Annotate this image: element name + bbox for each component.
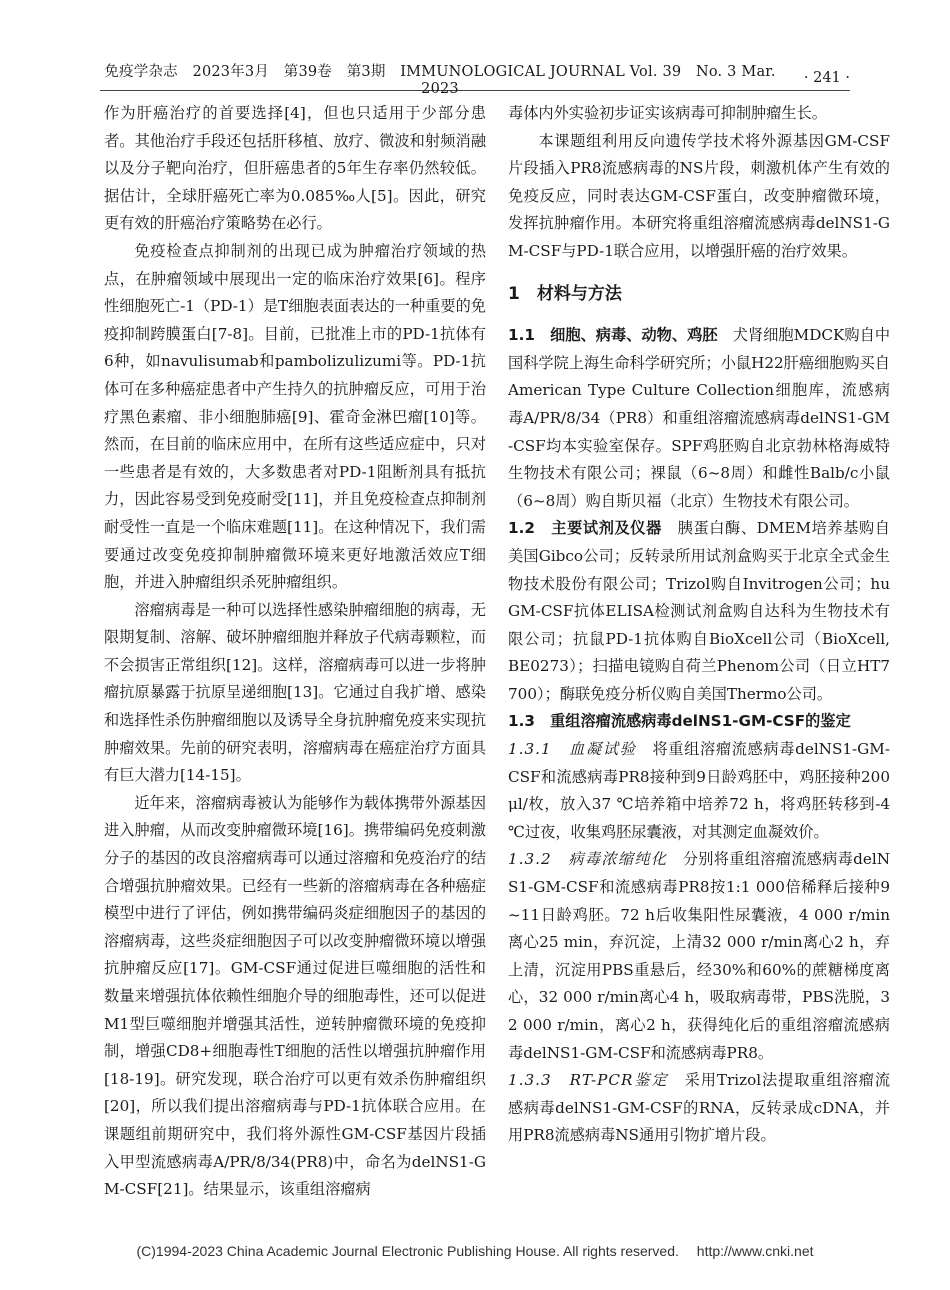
subsection-1-3-title: 1.3 重组溶瘤流感病毒delNS1-GM-CSF的鉴定 [508,712,851,731]
paragraph: 毒体内外实验初步证实该病毒可抑制肿瘤生长。 [508,104,827,122]
section-heading: 1 材料与方法 [508,283,622,304]
copyright-footer: (C)1994-2023 China Academic Journal Electronic Publishing House. All rights reserved. http://www.cnki.net [136,1243,814,1259]
paragraph: 免疫检查点抑制剂的出现已成为肿瘤治疗领域的热点，在肿瘤领域中展现出一定的临床治疗效果[6]。程序性细胞死亡-1（PD-1）是T细胞表面表达的一种重要的免疫抑制跨膜蛋白[7-8]。目前，已批准上市的PD-1抗体有6种，如navulisumab和pambolizulizumi等。PD-1抗体可在多种癌症患者中产生持久的抗肿瘤反应，可用于治疗黑色素瘤、非小细胞肺癌[9]、霍奇金淋巴瘤[10]等。然而，在目前的临床应用中，在所有这些适应症中，只对一些患者是有效的，大多数患者对PD-1阻断剂具有抵抗力，因此容易受到免疫耐受[11]，并且免疫检查点抑制剂耐受性一直是一个临床难题[11]。在这种情况下，我们需要通过改变免疫抑制肿瘤微环境来更好地激活效应T细胞，并进入肿瘤组织杀死肿瘤组织。 [104,241,486,592]
running-header [100,63,850,97]
subsection-text: 犬肾细胞MDCK购自中国科学院上海生命科学研究所；小鼠H22肝癌细胞购买自American Type Culture Collection细胞库，流感病毒A/PR/8/34（PR8）和重组溶瘤流感病毒delNS1-GM-CSF均本实验室保存。SPF鸡胚购自北京勃林格海威特生物技术有限公司；裸鼠（6~8周）和雌性Balb/c小鼠（6~8周）购自斯贝福（北京）生物技术有限公司。 [508,326,891,510]
subsection-text: 胰蛋白酶、DMEM培养基购自美国Gibco公司；反转录所用试剂盒购买于北京全式金生物技术股份有限公司；Trizol购自Invitrogen公司；huGM-CSF抗体ELISA检测试剂盒购自达科为生物技术有限公司；抗鼠PD-1抗体购自BioXcell公司（BioXcell, BE0273）；扫描电镜购自荷兰Phenom公司（日立HT7700）；酶联免疫分析仪购自美国Thermo公司。 [508,519,890,703]
right-column [508,100,890,1150]
subsection-1-3-1 [508,736,890,846]
left-column [104,100,486,1204]
paragraph: 本课题组利用反向遗传学技术将外源基因GM-CSF片段插入PR8流感病毒的NS片段，刺激机体产生有效的免疫反应，同时表达GM-CSF蛋白，改变肿瘤微环境，发挥抗肿瘤作用。本研究将重组溶瘤流感病毒delNS1-GM-CSF与PD-1联合应用，以增强肝癌的治疗效果。 [508,131,890,260]
subsection-1-2 [508,515,890,708]
paragraph: 溶瘤病毒是一种可以选择性感染肿瘤细胞的病毒，无限期复制、溶解、破坏肿瘤细胞并释放子代病毒颗粒，而不会损害正常组织[12]。这样，溶瘤病毒可以进一步将肿瘤抗原暴露于抗原呈递细胞[13]。它通过自我扩增、感染和选择性杀伤肿瘤细胞以及诱导全身抗肿瘤免疫来实现抗肿瘤效果。先前的研究表明，溶瘤病毒在癌症治疗方面具有巨大潜力[14-15]。 [104,600,486,785]
subsubsection-text: 将重组溶瘤流感病毒delNS1-GM-CSF和流感病毒PR8接种到9日龄鸡胚中，鸡胚接种200 μl/枚，放入37 ℃培养箱中培养72 h，将鸡胚转移到-4 ℃过夜，收集鸡胚尿囊液，对其测定血凝效价。 [508,740,890,841]
subsection-1-3-3 [508,1067,890,1150]
subsection-title: 1.1 细胞、病毒、动物、鸡胚 [508,326,718,345]
subsubsection-text: 采用Trizol法提取重组溶瘤流感病毒delNS1-GM-CSF的RNA，反转录成cDNA，并用PR8流感病毒NS通用引物扩增片段。 [508,1071,891,1145]
subsection-title: 1.2 主要试剂及仪器 [508,519,662,538]
subsubsection-title: 1.3.3 RT-PCR鉴定 [508,1071,669,1090]
subsection-1-1 [508,322,890,515]
journal-info: 免疫学杂志 2023年3月 第39卷 第3期 IMMUNOLOGICAL JOURNAL Vol. 39 No. 3 Mar. 2023 [104,63,776,97]
paragraph: 作为肝癌治疗的首要选择[4]，但也只适用于少部分患者。其他治疗手段还包括肝移植、放疗、微波和射频消融以及分子靶向治疗，但肝癌患者的5年生存率仍然较低。据估计，全球肝癌死亡率为0.085‰人[5]。因此，研究更有效的肝癌治疗策略势在必行。 [104,104,486,233]
subsection-1-3-2 [508,846,890,1067]
subsubsection-title: 1.3.2 病毒浓缩纯化 [508,850,668,869]
paragraph: 近年来，溶瘤病毒被认为能够作为载体携带外源基因进入肿瘤，从而改变肿瘤微环境[16]。携带编码免疫刺激分子的基因的改良溶瘤病毒可以通过溶瘤和免疫治疗的结合增强抗肿瘤效果。已经有一些新的溶瘤病毒在各种癌症模型中进行了评估，例如携带编码炎症细胞因子的基因的溶瘤病毒，这些炎症细胞因子可以改变肿瘤微环境以增强抗肿瘤反应[17]。GM-CSF通过促进巨噬细胞的活性和数量来增强抗体依赖性细胞介导的细胞毒性，还可以促进M1型巨噬细胞并增强其活性，逆转肿瘤微环境的免疫抑制，增强CD8+细胞毒性T细胞的活性以增强抗肿瘤作用[18-19]。研究发现，联合治疗可以更有效杀伤肿瘤组织[20]，所以我们提出溶瘤病毒与PD-1抗体联合应用。在课题组前期研究中，我们将外源性GM-CSF基因片段插入甲型流感病毒A/PR/8/34(PR8)中，命名为delNS1-GM-CSF[21]。结果显示，该重组溶瘤病 [104,793,486,1199]
subsubsection-title: 1.3.1 血凝试验 [508,740,637,759]
page-number: · 241 · [803,70,850,86]
subsubsection-text: 分别将重组溶瘤流感病毒delNS1-GM-CSF和流感病毒PR8按1:1 000倍稀释后接种9~11日龄鸡胚。72 h后收集阳性尿囊液，4 000 r/min离心25 min，弃沉淀，上清32 000 r/min离心2 h，弃上清，沉淀用PBS重悬后，经30%和60%的蔗糖梯度离心，32 000 r/min离心4 h，吸取病毒带，PBS洗脱，32 000 r/min，离心2 h，获得纯化后的重组溶瘤流感病毒delNS1-GM-CSF和流感病毒PR8。 [508,850,890,1062]
